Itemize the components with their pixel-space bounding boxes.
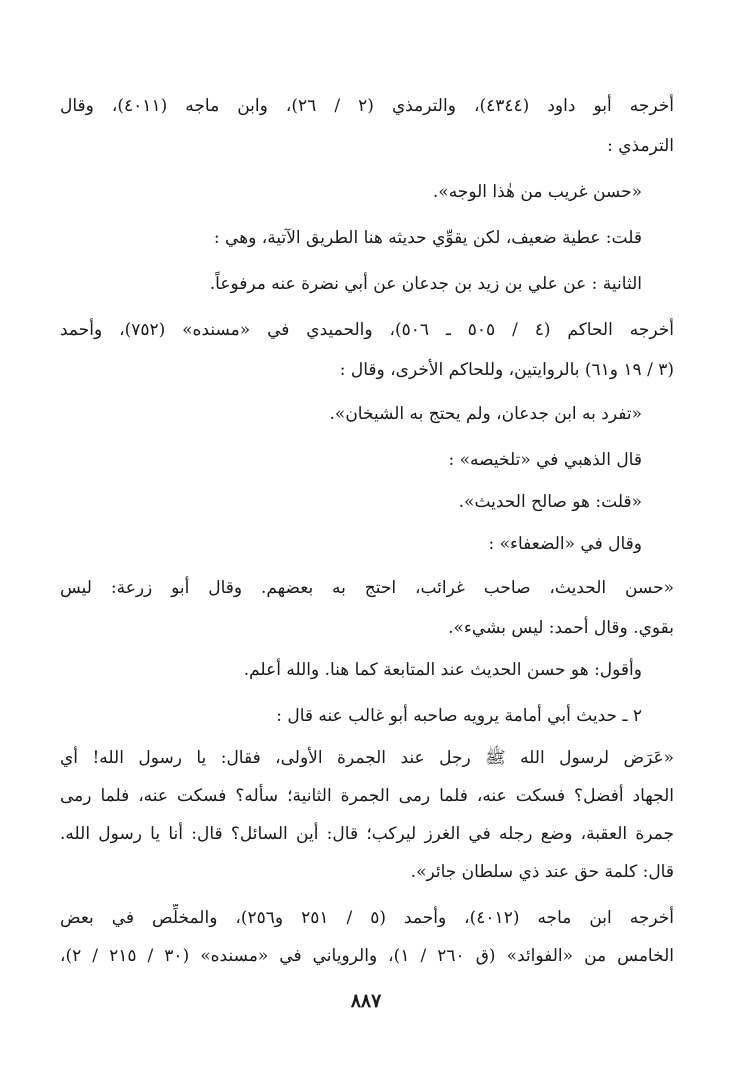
text-line: قلت: عطية ضعيف، لكن يقوِّي حديثه هنا الطريق الآتية، وهي : bbox=[213, 228, 642, 248]
text-line: (٣ / ١٩ و٦١) بالروايتين، وللحاكم الأخرى، وقال : bbox=[339, 360, 674, 380]
page-number: ٨٨٧ bbox=[350, 990, 382, 1012]
text-line: قال الذهبي في «تلخيصه» : bbox=[448, 450, 642, 470]
text-line: الترمذي : bbox=[607, 136, 674, 156]
text-line: بقوي. وقال أحمد: ليس بشيء». bbox=[448, 618, 674, 638]
text-line: «تفرد به ابن جدعان، ولم يحتج به الشيخان». bbox=[329, 404, 642, 424]
text-line: أخرجه ابن ماجه (٤٠١٢)، وأحمد (٥ / ٢٥١ و٢٥٦)، والمخلِّص في بعض bbox=[60, 908, 674, 928]
text-line: أخرجه الحاكم (٤ / ٥٠٥ ـ ٥٠٦)، والحميدي في «مسنده» (٧٥٢)، وأحمد bbox=[60, 320, 674, 340]
text-line: الثانية : عن علي بن زيد بن جدعان عن أبي نضرة عنه مرفوعاً. bbox=[209, 274, 642, 294]
text-line: «حسن الحديث، صاحب غرائب، احتج به بعضهم. وقال أبو زرعة: ليس bbox=[60, 578, 674, 598]
text-line: ٢ ـ حديث أبي أمامة يرويه صاحبه أبو غالب عنه قال : bbox=[276, 706, 642, 726]
text-line: «حسن غريب من هٰذا الوجه». bbox=[432, 182, 642, 202]
text-line: جمرة العقبة، وضع رجله في الغرز ليركب؛ قال: أين السائل؟ قال: أنا يا رسول الله. bbox=[60, 824, 674, 844]
text-line: الخامس من «الفوائد» (ق ٢٦٠ / ١)، والروياني في «مسنده» (٣٠ / ٢١٥ / ٢)، bbox=[60, 946, 674, 966]
text-line: وأقول: هو حسن الحديث عند المتابعة كما هنا. والله أعلم. bbox=[243, 660, 642, 680]
text-line: أخرجه أبو داود (٤٣٤٤)، والترمذي (٢ / ٢٦)، وابن ماجه (٤٠١١)، وقال bbox=[60, 96, 674, 116]
text-line: قال: كلمة حق عند ذي سلطان جائر». bbox=[410, 862, 674, 882]
text-line: «قلت: هو صالح الحديث». bbox=[458, 492, 642, 512]
text-line: وقال في «الضعفاء» : bbox=[488, 534, 642, 554]
text-line: «عَرَض لرسول الله ﷺ رجل عند الجمرة الأولى، فقال: يا رسول الله! أي bbox=[60, 748, 674, 768]
text-line: الجهاد أفضل؟ فسكت عنه، فلما رمى الجمرة الثانية؛ سأله؟ فسكت عنه، فلما رمى bbox=[60, 786, 674, 806]
